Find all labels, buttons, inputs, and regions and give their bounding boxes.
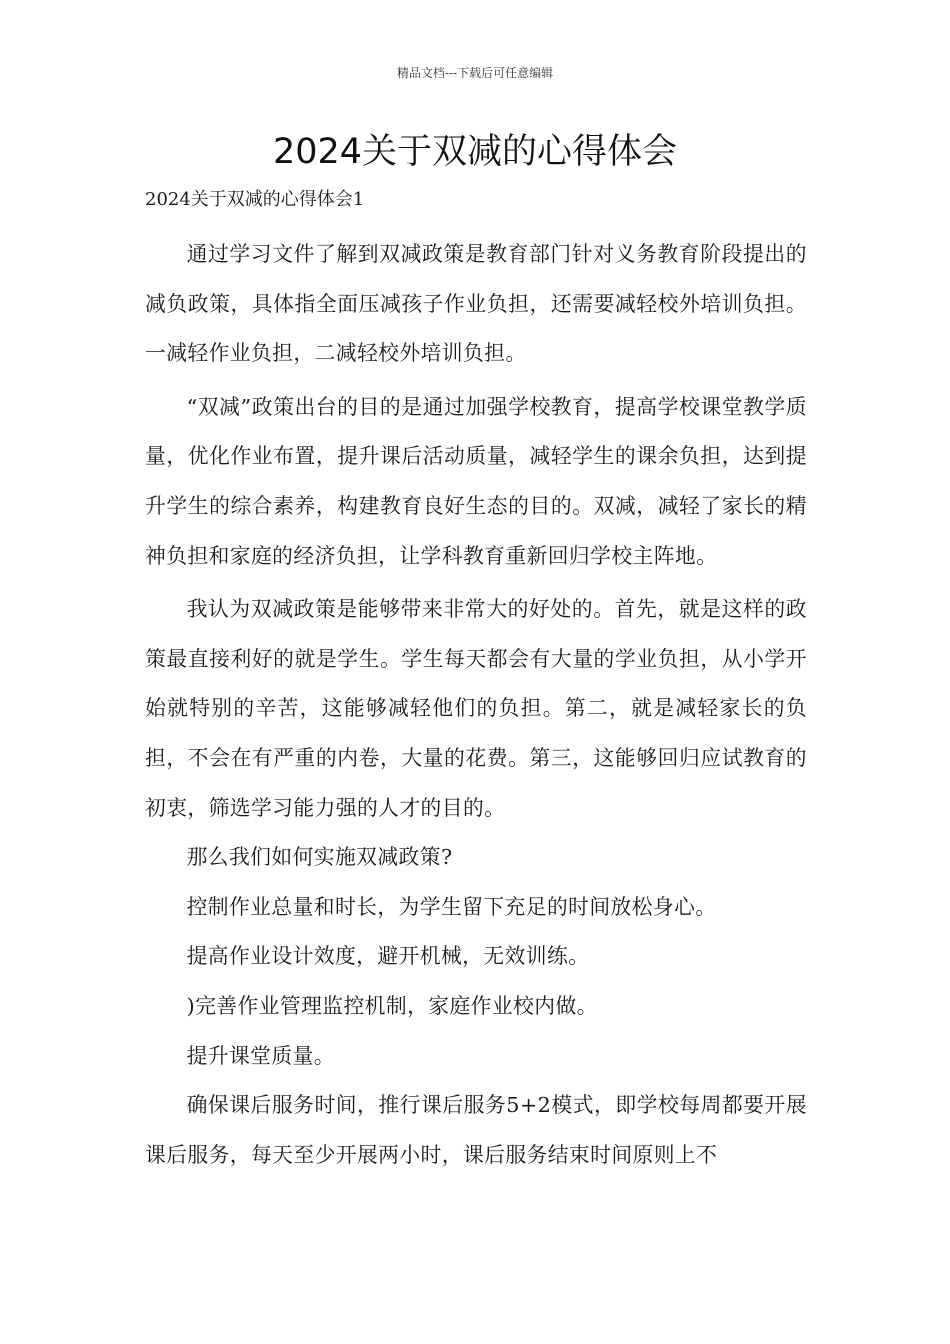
section-heading: 2024关于双减的心得体会1	[145, 189, 365, 210]
document-title: 2024关于双减的心得体会	[272, 132, 678, 172]
paragraph-1: 通过学习文件了解到双减政策是教育部门针对义务教育阶段提出的减负政策，具体指全面压减孩子作业负担，还需要减轻校外培训负担。一减轻作业负担，二减轻校外培训负担。	[145, 242, 807, 366]
paragraph-3: 我认为双减政策是能够带来非常大的好处的。首先，就是这样的政策最直接利好的就是学生。学生每天都会有大量的学业负担，从小学开始就特别的辛苦，这能够减轻他们的负担。第二，就是减轻家长的负担，不会在有严重的内卷，大量的花费。第三，这能够回归应试教育的初衷，筛选学习能力强的人才的目的。	[145, 597, 807, 820]
paragraph-2: “双减”政策出台的目的是通过加强学校教育，提高学校课堂教学质量，优化作业布置，提升课后活动质量，减轻学生的课余负担，达到提升学生的综合素养，构建教育良好生态的目的。双减，减轻了家长的精神负担和家庭的经济负担，让学科教育重新回归学校主阵地。	[145, 394, 807, 568]
paragraph-6: 提高作业设计效度，避开机械，无效训练。	[186, 944, 590, 969]
paragraph-5: 控制作业总量和时长，为学生留下充足的时间放松身心。	[186, 894, 717, 919]
paragraph-9: 确保课后服务时间，推行课后服务5+2模式，即学校每周都要开展课后服务，每天至少开展两小时，课后服务结束时间原则上不	[145, 1093, 807, 1167]
document-body	[145, 230, 807, 1180]
paragraph-8: 提升课堂质量。	[186, 1043, 335, 1068]
page-header: 精品文档---下载后可任意编辑	[396, 66, 554, 80]
paragraph-4: 那么我们如何实施双减政策?	[186, 845, 453, 870]
paragraph-7: )完善作业管理监控机制，家庭作业校内做。	[186, 993, 598, 1018]
